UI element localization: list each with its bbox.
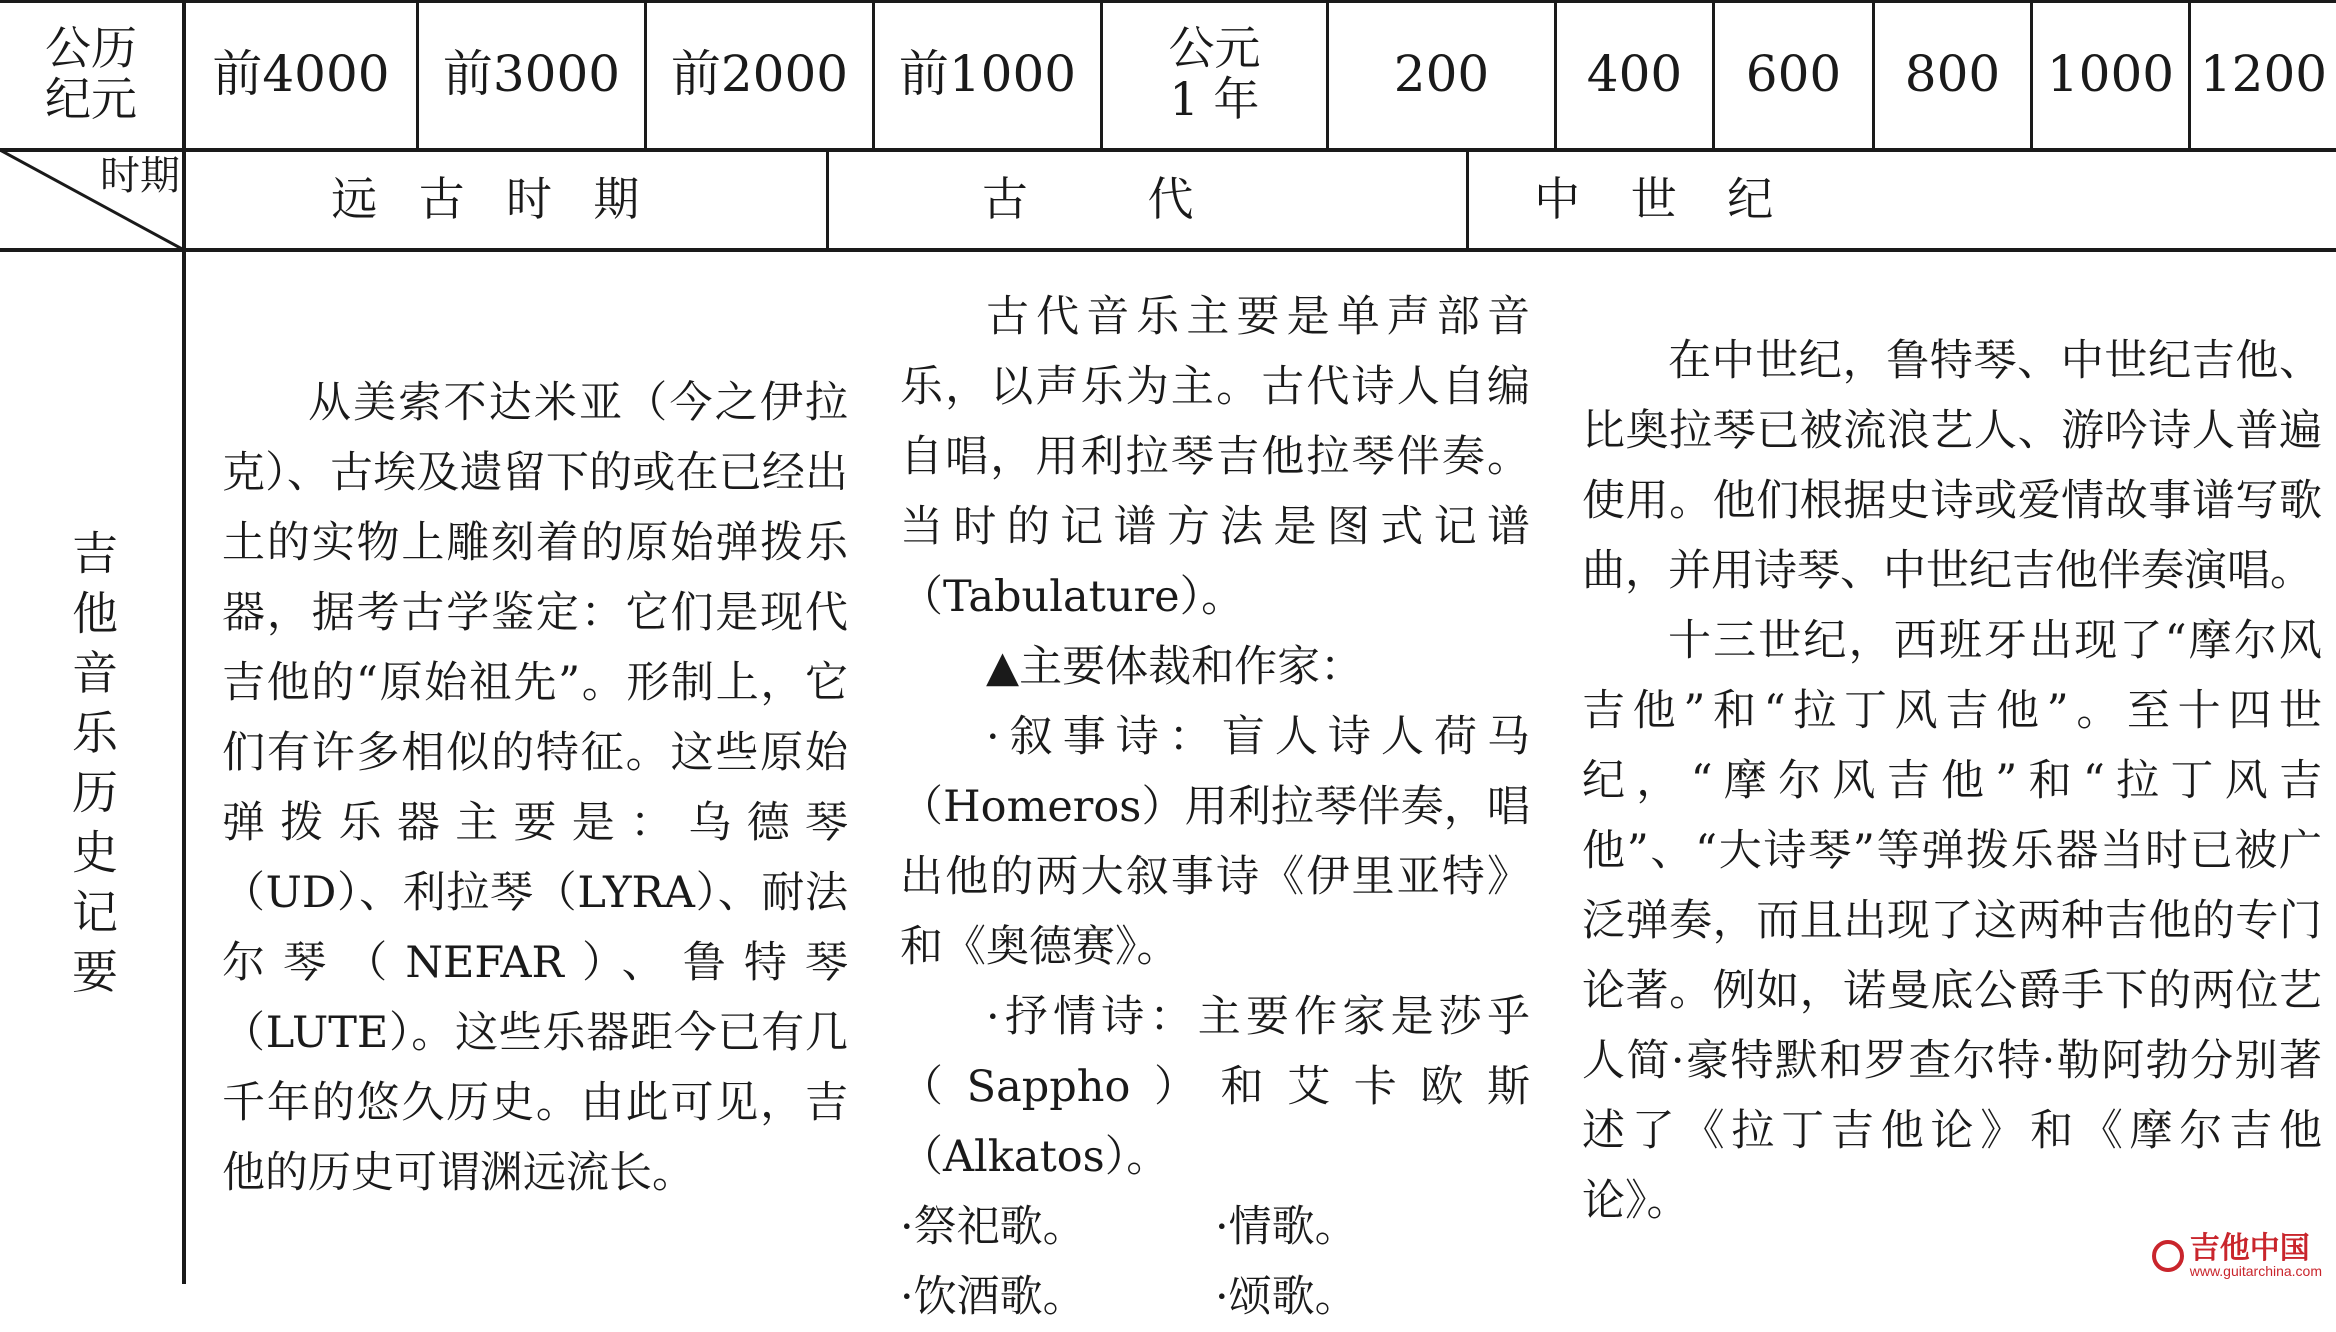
prehistoric-text	[222, 368, 848, 1208]
medieval-text	[1582, 326, 2322, 1236]
medieval-paragraph-1: 在中世纪，鲁特琴、中世纪吉他、比奥拉琴已被流浪艺人、游吟诗人普遍使用。他们根据史诗或爱情故事谱写歌曲，并用诗琴、中世纪吉他伴奏演唱。	[1582, 336, 2322, 596]
year-3000bc: 前3000	[442, 44, 621, 103]
site-watermark	[2152, 1234, 2322, 1278]
medieval-paragraph-2: 十三世纪，西班牙出现了“摩尔风吉他”和“拉丁风吉他”。至十四世纪，“摩尔风吉他”和“拉丁风吉他”、“大诗琴”等弹拨乐器当时已被广泛弹奏，而且出现了这两种吉他的专门论著。例如，诺曼底公爵手下的两位艺人简·豪特默和罗查尔特·勒阿勃分别著述了《拉丁吉他论》和《摩尔吉他论》。	[1582, 616, 2322, 1226]
ancient-intro: 古代音乐主要是单声部音乐，以声乐为主。古代诗人自编自唱，用利拉琴吉他拉琴伴奏。当时的记谱方法是图式记谱（Tabulature）。	[900, 292, 1530, 622]
prehistoric-paragraph: 从美索不达米亚（今之伊拉克）、古埃及遗留下的或在已经出土的实物上雕刻着的原始弹拨乐器，据考古学鉴定：它们是现代吉他的“原始祖先”。形制上，它们有许多相似的特征。这些原始弹拨乐器主要是：乌德琴（UD）、利拉琴（LYRA）、耐法尔琴（NEFAR）、鲁特琴（LUTE）。这些乐器距今已有几千年的悠久历史。由此可见，吉他的历史可谓渊远流长。	[222, 378, 848, 1198]
year-2000bc: 前2000	[670, 44, 849, 103]
calendar-era-label: 公历 纪元	[45, 21, 137, 126]
ancient-genres-heading: ▲主要体裁和作家：	[986, 642, 1364, 692]
bullet-drinking-song: ·饮酒歌。	[900, 1272, 1086, 1322]
year-600: 600	[1745, 44, 1842, 103]
year-400: 400	[1586, 44, 1683, 103]
ancient-song-types	[900, 1192, 1530, 1332]
year-1200: 1200	[2199, 44, 2328, 103]
ancient-text	[900, 282, 1530, 1332]
year-800: 800	[1904, 44, 2001, 103]
year-1000bc: 前1000	[898, 44, 1077, 103]
period-prehistoric: 远古时期	[331, 171, 681, 226]
year-1ad: 公元 1 年	[1168, 21, 1261, 126]
bullet-hymn: ·颂歌。	[1215, 1272, 1358, 1322]
year-200: 200	[1393, 44, 1490, 103]
bullet-sacrificial-song: ·祭祀歌。	[900, 1202, 1086, 1252]
watermark-name: 吉他中国	[2189, 1232, 2310, 1265]
guitar-logo-icon	[2152, 1240, 2184, 1272]
period-medieval: 中世纪	[1534, 171, 1824, 226]
bullet-love-song: ·情歌。	[1215, 1202, 1358, 1252]
year-1000: 1000	[2046, 44, 2175, 103]
year-4000bc: 前4000	[212, 44, 390, 103]
guitar-history-label: 吉他音乐历史记要	[65, 528, 119, 1008]
period-corner-label: 时期	[100, 153, 180, 199]
period-ancient: 古代	[981, 171, 1314, 226]
period-bottom-border	[0, 248, 2336, 252]
ancient-narrative-poetry: ·叙事诗：盲人诗人荷马（Homeros）用利拉琴伴奏，唱出他的两大叙事诗《伊里亚特》和《奥德赛》。	[900, 712, 1530, 972]
ancient-lyric-poetry: ·抒情诗：主要作家是莎乎（Sappho）和艾卡欧斯（Alkatos）。	[900, 992, 1530, 1182]
watermark-url: www.guitarchina.com	[2189, 1263, 2322, 1279]
